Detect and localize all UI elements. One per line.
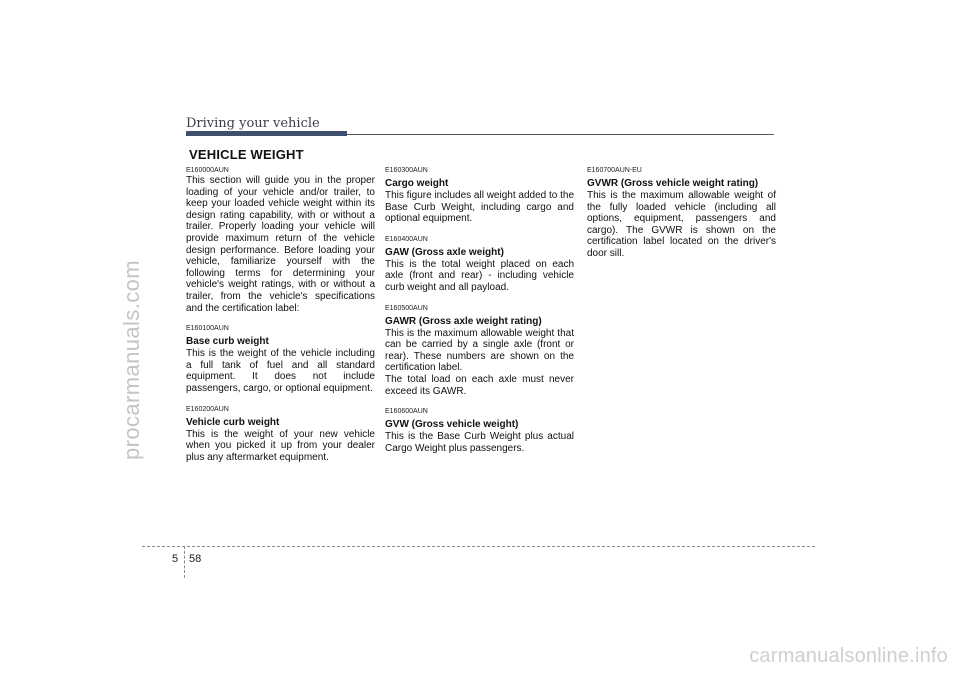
term-heading: GAWR (Gross axle weight rating) — [385, 315, 542, 327]
header-accent-bar — [186, 131, 347, 136]
chapter-number: 5 — [172, 553, 179, 565]
term-heading: Base curb weight — [186, 336, 269, 348]
watermark-bottom: carmanualsonline.info — [749, 645, 948, 667]
section-code: E160300AUN — [385, 167, 428, 174]
text-column-2 — [385, 164, 574, 454]
text-column-3 — [587, 164, 776, 260]
page-title: VEHICLE WEIGHT — [189, 147, 304, 162]
term-definition: This is the weight of the vehicle including a full tank of fuel and all standard equipment. It does not include passengers, cargo, or optional equipment. — [186, 348, 375, 394]
section-code: E160200AUN — [186, 405, 229, 413]
page-number: 58 — [189, 553, 202, 565]
intro-paragraph: This section will guide you in the proper loading of your vehicle and/or trailer, to keep your loaded vehicle weight within its design rating capability, with or without a trailer. Properly loading your vehicle will provide maximum return of the vehicle design performance. Before loading your vehicle, familiarize yourself with the following terms for determining your vehicle's weight ratings, with or without a trailer, from the vehicle's specifications and the certification label: — [186, 175, 375, 314]
term-definition: This is the Base Curb Weight plus actual Cargo Weight plus passengers. — [385, 431, 574, 454]
term-definition-note: The total load on each axle must never exceed its GAWR. — [385, 373, 574, 397]
term-heading: GVWR (Gross vehicle weight rating) — [587, 178, 759, 189]
term-heading: GAW (Gross axle weight) — [385, 246, 504, 258]
term-definition: This is the total weight placed on each axle (front and rear) - including vehicle curb weight and all payload. — [385, 258, 574, 293]
footer-page-separator — [184, 546, 185, 578]
text-column-1 — [186, 164, 375, 463]
footer-divider — [142, 546, 815, 547]
section-code: E160100AUN — [186, 325, 229, 333]
section-code: E160600AUN — [385, 408, 428, 416]
section-header: Driving your vehicle — [186, 116, 320, 131]
term-heading: GVW (Gross vehicle weight) — [385, 419, 519, 431]
section-code: E160700AUN-EU — [587, 167, 642, 174]
term-definition: This figure includes all weight added to the Base Curb Weight, including cargo and optional equipment. — [385, 190, 575, 225]
term-definition: This is the weight of your new vehicle when you picked it up from your dealer plus any aftermarket equipment. — [186, 428, 375, 463]
section-code: E160000AUN — [186, 167, 229, 174]
section-code: E160500AUN — [385, 304, 428, 312]
term-heading: Vehicle curb weight — [186, 416, 280, 428]
term-definition: This is the maximum allowable weight of the fully loaded vehicle (including all options, equipment, passengers and cargo). The GVWR is shown on the certification label located on the driver's door sill. — [587, 190, 776, 259]
term-heading: Cargo weight — [385, 178, 449, 189]
watermark-vertical: procarmanuals.com — [119, 260, 144, 460]
term-definition: This is the maximum allowable weight that can be carried by a single axle (front or rear). These numbers are shown on the certification label. — [385, 327, 574, 374]
section-code: E160400AUN — [385, 235, 428, 243]
